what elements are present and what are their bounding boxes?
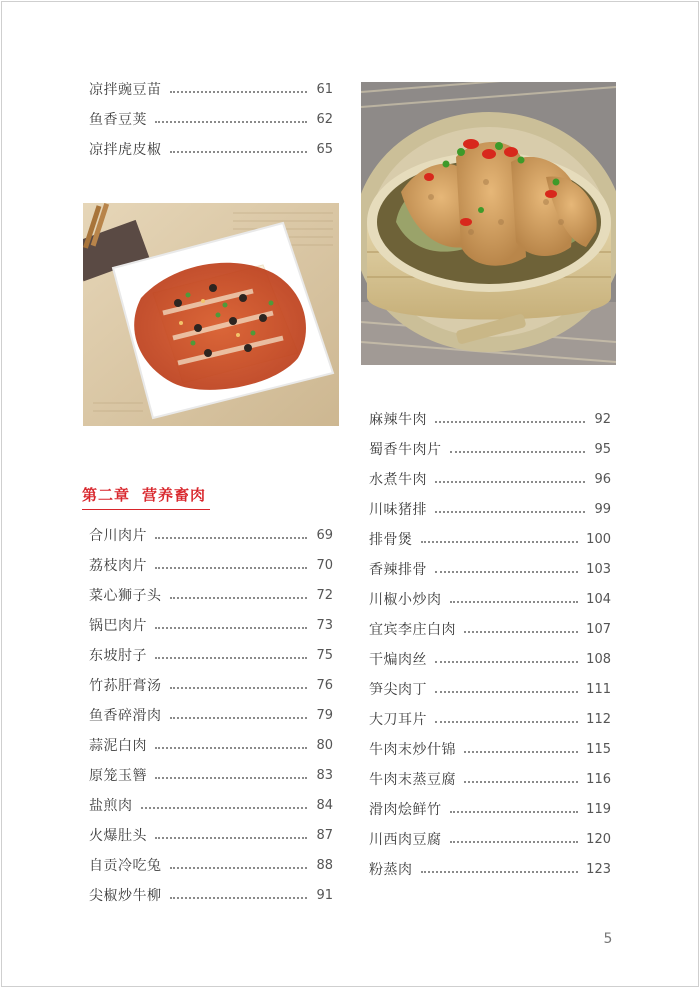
toc-entry-title: 蜀香牛肉片 bbox=[369, 442, 442, 458]
dot-leader bbox=[421, 541, 579, 543]
chapter-title: 营养畜肉 bbox=[142, 486, 207, 504]
steamed-pork-photo bbox=[361, 82, 616, 365]
dot-leader bbox=[155, 657, 307, 659]
toc-entry-page: 115 bbox=[586, 742, 611, 757]
toc-entry-title: 滑肉烩鲜竹 bbox=[369, 802, 442, 818]
toc-entry-page: 80 bbox=[316, 738, 333, 753]
dot-leader bbox=[155, 537, 307, 539]
toc-entry-page: 91 bbox=[316, 888, 333, 903]
chapter-heading bbox=[82, 484, 210, 510]
toc-entry-title: 笋尖肉丁 bbox=[369, 682, 427, 698]
toc-entry[interactable] bbox=[89, 701, 333, 731]
dot-leader bbox=[464, 781, 578, 783]
toc-entry-page: 108 bbox=[586, 652, 611, 667]
toc-entry[interactable] bbox=[369, 765, 611, 795]
dot-leader bbox=[421, 871, 579, 873]
dot-leader bbox=[435, 511, 585, 513]
toc-entry-page: 70 bbox=[316, 558, 333, 573]
dot-leader bbox=[155, 567, 307, 569]
toc-entry-title: 东坡肘子 bbox=[89, 648, 147, 664]
dot-leader bbox=[435, 691, 578, 693]
chapter-number: 第二章 bbox=[82, 486, 131, 504]
toc-entry[interactable] bbox=[369, 495, 611, 525]
toc-entry[interactable] bbox=[369, 795, 611, 825]
dot-leader bbox=[155, 837, 307, 839]
toc-entry-title: 菜心狮子头 bbox=[89, 588, 162, 604]
toc-entry-page: 87 bbox=[316, 828, 333, 843]
toc-entry[interactable] bbox=[89, 821, 333, 851]
dot-leader bbox=[170, 687, 308, 689]
toc-entry-page: 103 bbox=[586, 562, 611, 577]
toc-entry[interactable] bbox=[89, 641, 333, 671]
toc-entry-title: 牛肉末蒸豆腐 bbox=[369, 772, 456, 788]
toc-entry-page: 61 bbox=[316, 82, 333, 97]
toc-entry[interactable] bbox=[369, 525, 611, 555]
toc-entry-title: 香辣排骨 bbox=[369, 562, 427, 578]
dot-leader bbox=[170, 597, 308, 599]
toc-entry-title: 川椒小炒肉 bbox=[369, 592, 442, 608]
toc-entry-title: 粉蒸肉 bbox=[369, 862, 413, 878]
toc-entry-title: 凉拌豌豆苗 bbox=[89, 82, 162, 98]
toc-entry-page: 72 bbox=[316, 588, 333, 603]
toc-entry-page: 73 bbox=[316, 618, 333, 633]
toc-entry-page: 92 bbox=[594, 412, 611, 427]
toc-entry-page: 62 bbox=[316, 112, 333, 127]
toc-entry[interactable] bbox=[89, 851, 333, 881]
toc-entry-page: 100 bbox=[586, 532, 611, 547]
toc-entry-title: 盐煎肉 bbox=[89, 798, 133, 814]
toc-entry[interactable] bbox=[89, 581, 333, 611]
toc-entry[interactable] bbox=[89, 551, 333, 581]
dot-leader bbox=[141, 807, 308, 809]
dot-leader bbox=[435, 481, 585, 483]
dot-leader bbox=[170, 151, 308, 153]
dot-leader bbox=[155, 627, 307, 629]
dot-leader bbox=[464, 631, 578, 633]
dot-leader bbox=[435, 571, 578, 573]
toc-entry-page: 95 bbox=[594, 442, 611, 457]
tofu-dish-photo bbox=[83, 203, 339, 426]
toc-entry[interactable] bbox=[369, 555, 611, 585]
toc-entry[interactable] bbox=[89, 671, 333, 701]
toc-entry-page: 119 bbox=[586, 802, 611, 817]
toc-entry-page: 69 bbox=[316, 528, 333, 543]
toc-entry[interactable] bbox=[369, 825, 611, 855]
toc-entry[interactable] bbox=[369, 735, 611, 765]
toc-entry-title: 锅巴肉片 bbox=[89, 618, 147, 634]
toc-entry-page: 99 bbox=[594, 502, 611, 517]
toc-entry[interactable] bbox=[369, 855, 611, 885]
toc-entry-title: 荔枝肉片 bbox=[89, 558, 147, 574]
toc-entry-page: 96 bbox=[594, 472, 611, 487]
toc-entry-title: 干煸肉丝 bbox=[369, 652, 427, 668]
toc-entry-page: 75 bbox=[316, 648, 333, 663]
toc-list-left bbox=[89, 521, 333, 911]
toc-list-right bbox=[369, 405, 611, 885]
toc-entry-title: 麻辣牛肉 bbox=[369, 412, 427, 428]
dot-leader bbox=[464, 751, 578, 753]
toc-entry[interactable] bbox=[89, 521, 333, 551]
toc-entry-title: 原笼玉簪 bbox=[89, 768, 147, 784]
toc-entry-page: 76 bbox=[316, 678, 333, 693]
dot-leader bbox=[435, 721, 578, 723]
dot-leader bbox=[170, 867, 308, 869]
toc-entry-page: 83 bbox=[316, 768, 333, 783]
toc-entry-title: 鱼香碎滑肉 bbox=[89, 708, 162, 724]
toc-entry-page: 88 bbox=[316, 858, 333, 873]
toc-entry-title: 川西肉豆腐 bbox=[369, 832, 442, 848]
toc-entry-page: 123 bbox=[586, 862, 611, 877]
toc-entry-title: 宜宾李庄白肉 bbox=[369, 622, 456, 638]
toc-entry[interactable] bbox=[369, 615, 611, 645]
toc-entry-title: 排骨煲 bbox=[369, 532, 413, 548]
toc-entry-page: 116 bbox=[586, 772, 611, 787]
toc-entry-title: 川味猪排 bbox=[369, 502, 427, 518]
toc-entry[interactable] bbox=[369, 645, 611, 675]
toc-entry[interactable] bbox=[89, 611, 333, 641]
toc-entry-page: 112 bbox=[586, 712, 611, 727]
page-number: 5 bbox=[603, 931, 613, 947]
toc-entry-title: 尖椒炒牛柳 bbox=[89, 888, 162, 904]
toc-entry-title: 凉拌虎皮椒 bbox=[89, 142, 162, 158]
dot-leader bbox=[450, 811, 579, 813]
dot-leader bbox=[450, 451, 586, 453]
toc-entry-title: 竹荪肝膏汤 bbox=[89, 678, 162, 694]
dot-leader bbox=[170, 897, 308, 899]
dot-leader bbox=[155, 747, 307, 749]
toc-entry[interactable] bbox=[369, 705, 611, 735]
toc-entry-title: 水煮牛肉 bbox=[369, 472, 427, 488]
toc-entry[interactable] bbox=[369, 675, 611, 705]
toc-entry-page: 84 bbox=[316, 798, 333, 813]
toc-entry-title: 大刀耳片 bbox=[369, 712, 427, 728]
toc-entry[interactable] bbox=[89, 791, 333, 821]
toc-entry-title: 火爆肚头 bbox=[89, 828, 147, 844]
dot-leader bbox=[155, 777, 307, 779]
toc-entry[interactable] bbox=[89, 75, 333, 105]
dot-leader bbox=[435, 421, 585, 423]
dot-leader bbox=[170, 91, 308, 93]
toc-entry-page: 104 bbox=[586, 592, 611, 607]
toc-entry-title: 鱼香豆荚 bbox=[89, 112, 147, 128]
toc-entry[interactable] bbox=[369, 435, 611, 465]
toc-entry[interactable] bbox=[369, 405, 611, 435]
dot-leader bbox=[170, 717, 308, 719]
toc-entry[interactable] bbox=[89, 105, 333, 135]
toc-entry-title: 合川肉片 bbox=[89, 528, 147, 544]
toc-entry-page: 111 bbox=[586, 682, 611, 697]
dot-leader bbox=[435, 661, 578, 663]
dot-leader bbox=[155, 121, 307, 123]
toc-entry-title: 自贡冷吃兔 bbox=[89, 858, 162, 874]
toc-entry[interactable] bbox=[89, 761, 333, 791]
toc-list-vegetables bbox=[89, 75, 333, 165]
toc-entry[interactable] bbox=[89, 135, 333, 165]
toc-entry[interactable] bbox=[89, 731, 333, 761]
toc-entry-page: 65 bbox=[316, 142, 333, 157]
toc-entry-page: 120 bbox=[586, 832, 611, 847]
toc-entry[interactable] bbox=[369, 465, 611, 495]
toc-entry-page: 79 bbox=[316, 708, 333, 723]
toc-entry[interactable] bbox=[369, 585, 611, 615]
toc-entry-page: 107 bbox=[586, 622, 611, 637]
dot-leader bbox=[450, 841, 579, 843]
dot-leader bbox=[450, 601, 579, 603]
toc-entry[interactable] bbox=[89, 881, 333, 911]
toc-entry-title: 蒜泥白肉 bbox=[89, 738, 147, 754]
toc-entry-title: 牛肉末炒什锦 bbox=[369, 742, 456, 758]
